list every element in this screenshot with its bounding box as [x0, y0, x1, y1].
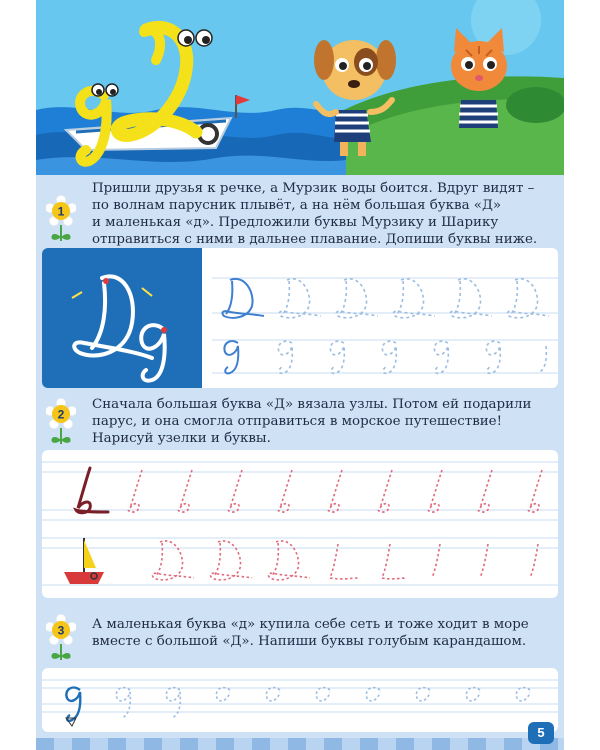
flower-badge-1: [46, 195, 76, 243]
trace-small-d-solid: [224, 341, 238, 373]
knot-solid: [76, 468, 108, 513]
tracing-area-1: [42, 248, 558, 388]
small-d-dashed-row: [116, 688, 530, 718]
tracing-area-3: [42, 668, 558, 732]
flower-badge-2: [46, 398, 76, 446]
tracing-area-2: [42, 450, 558, 598]
trace-big-d-solid: [222, 279, 264, 318]
task-1-line: Пришли друзья к речке, а Мурзик воды боится. Вдруг видят –: [92, 181, 535, 196]
task-number: 1: [57, 204, 65, 219]
big-d-dashed-row: [152, 541, 538, 580]
tracing-panel-1: [42, 248, 558, 388]
letter-pupil: [96, 89, 102, 95]
page-sheet: [36, 0, 564, 750]
sample-small-d: [141, 325, 164, 380]
task-2-line: Нарисуй узелки и буквы.: [92, 431, 271, 446]
sailboat-sample: [64, 538, 104, 584]
task-number: 2: [57, 407, 65, 422]
bush: [506, 87, 564, 123]
sample-big-d-stem: [92, 283, 105, 348]
tracing-panel-3: [42, 668, 558, 732]
page-number: 5: [528, 722, 554, 744]
letter-pupil: [184, 36, 192, 44]
letter-pupil: [110, 89, 116, 95]
task-1-text: [92, 180, 547, 248]
task-2-line: парус, и она смогла отправиться в морское путешествие!: [92, 414, 502, 429]
task-3-line: вместе с большой «Д». Напиши буквы голубым карандашом.: [92, 634, 527, 649]
task-2-text: [92, 396, 547, 447]
start-dot: [103, 278, 109, 284]
trace-big-d-dashed: [279, 279, 549, 318]
direction-arrow: [142, 288, 152, 296]
direction-arrow: [72, 292, 82, 298]
illustration-river-scene: [36, 0, 564, 175]
sample-big-d: [74, 276, 152, 358]
task-1-line: и маленькая «д». Предложили буквы Мурзику и Шарику: [92, 215, 499, 230]
trace-small-d-dashed: [278, 341, 546, 373]
task-3-line: А маленькая буква «д» купила себе сеть и тоже ходит в море: [92, 617, 529, 632]
knots-dashed: [128, 470, 542, 512]
task-3-text: [92, 616, 547, 650]
tracing-panel-2: [42, 450, 558, 598]
bottom-decor-strip: [36, 738, 564, 750]
task-1-line: отправиться с ними в дальнее плавание. Допиши буквы ниже.: [92, 232, 538, 247]
task-1-line: по волнам парусник плывёт, а на нём большая буква «Д»: [92, 198, 502, 213]
letter-pupil: [202, 36, 210, 44]
task-number: 3: [57, 623, 65, 638]
flower-badge-3: [46, 614, 76, 662]
start-dot: [161, 327, 167, 333]
task-2-line: Сначала большая буква «Д» вязала узлы. Потом ей подарили: [92, 397, 532, 412]
